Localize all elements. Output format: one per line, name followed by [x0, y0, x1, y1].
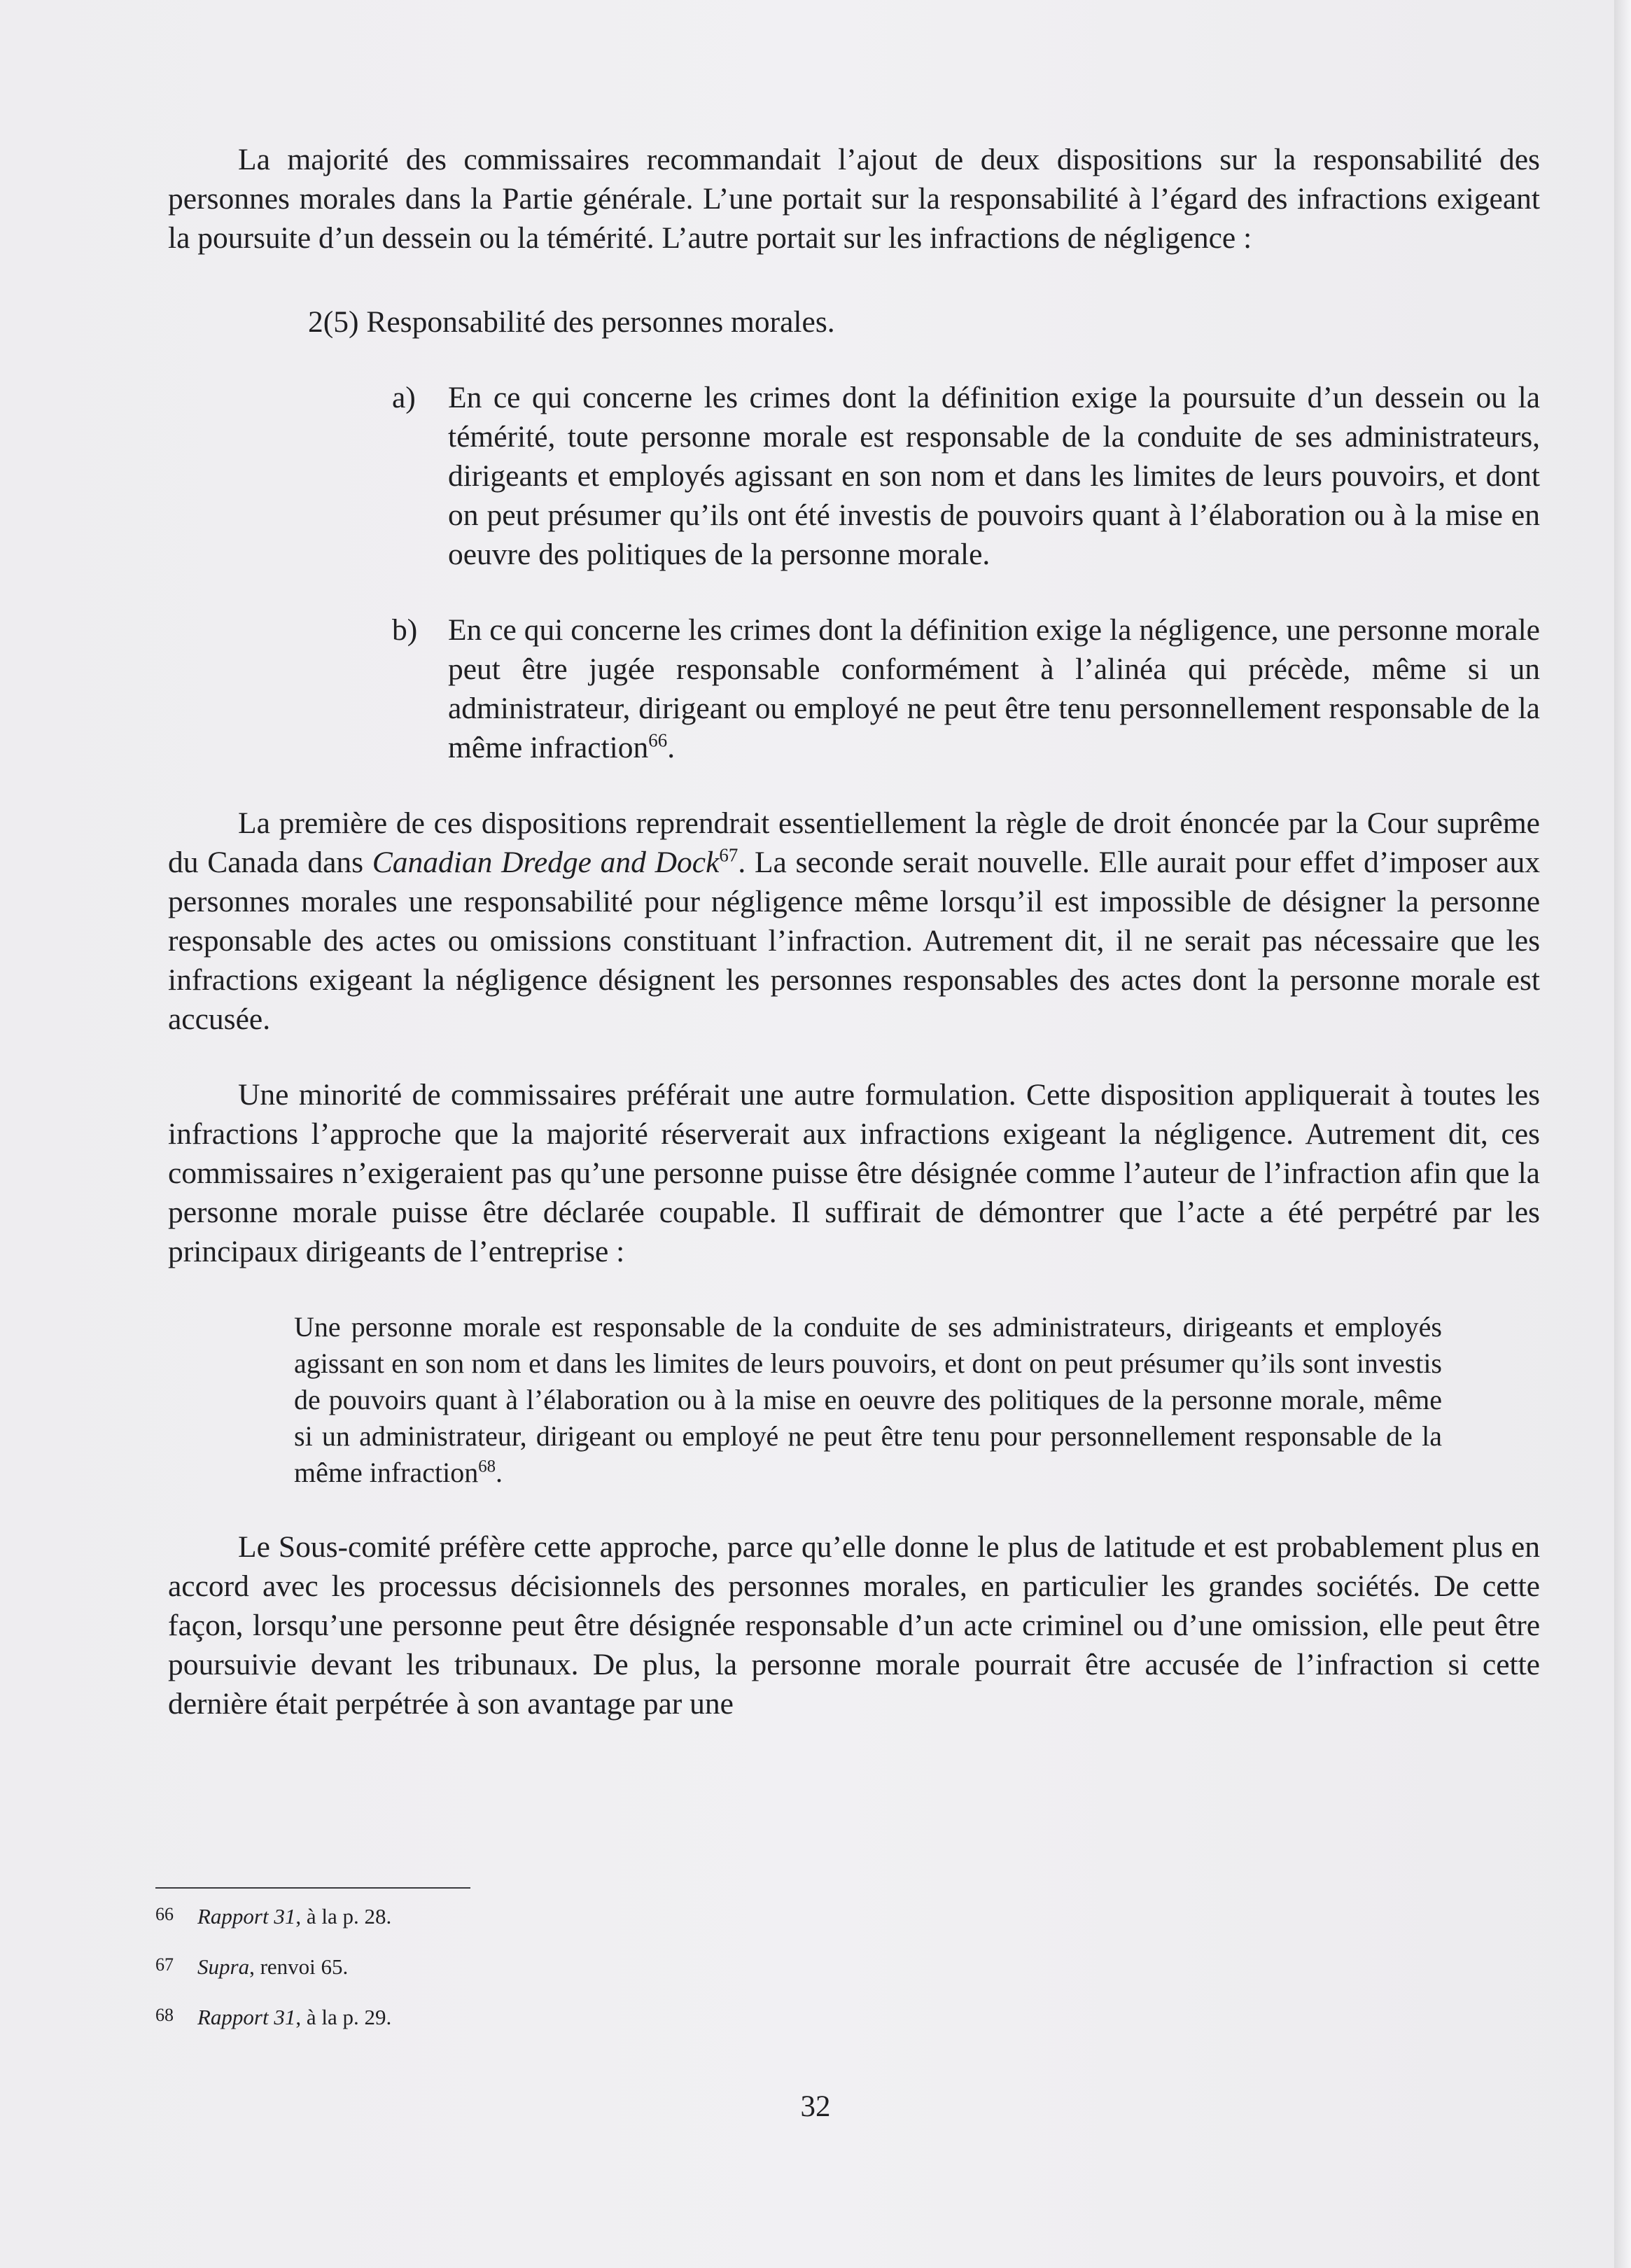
item-b-label: b) [392, 613, 418, 647]
item-b-end: . [667, 731, 676, 764]
footnote-source: Supra [197, 1954, 250, 1979]
paragraph-3: Une minorité de commissaires préférait une autre formulation. Cette disposition appliquerait à toutes les infractions l’approche que la majorité réserverait aux infractions exigeant la négligence. Autrement dit, ces commissaires n’exigeraient pas qu’une personne puisse être désignée comme l’auteur de l’infraction afin que la personne morale puisse être déclarée coupable. Il suffirait de démontrer que l’acte a été perpétré par les principaux dirigeants de l’entreprise : [168, 1078, 1540, 1268]
footnote-source: Rapport 31 [197, 1904, 296, 1928]
footnote-detail: , à la p. 28. [295, 1904, 392, 1928]
provision-item-b [168, 610, 1540, 767]
body-text [168, 140, 1540, 1723]
paragraph-2-rest: . La seconde serait nouvelle. Elle aurait pour effet d’imposer aux personnes morales une responsabilité pour négligence même lorsqu’il est impossible de désigner la personne responsable des actes ou omissions constituant l’infraction. Autrement dit, il ne serait pas nécessaire que les infractions exigeant la négligence désignent les personnes responsables des actes dont la personne morale est accusée. [168, 846, 1540, 1036]
quote-end: . [496, 1457, 503, 1488]
footnote-67 [155, 1954, 470, 1980]
item-b-text [448, 610, 1540, 767]
footnote-source: Rapport 31 [197, 2005, 296, 2029]
footnote-ref-68: 68 [478, 1457, 496, 1476]
footnote-68 [155, 2005, 470, 2030]
item-a-label: a) [392, 381, 416, 414]
paragraph-1: La majorité des commissaires recommandait l’ajout de deux dispositions sur la responsabilité des personnes morales dans la Partie générale. L’une portait sur la responsabilité à l’égard des infractions exigeant la poursuite d’un dessein ou la témérité. L’autre portait sur les infractions de négligence : [168, 143, 1540, 255]
footnote-detail: , à la p. 29. [295, 2005, 392, 2029]
item-b-body: En ce qui concerne les crimes dont la définition exige la négligence, une personne morale peut être jugée responsable conformément à l’alinéa qui précède, même si un administrateur, dirigeant ou employé ne peut être tenu personnellement responsable de la même infraction [448, 613, 1540, 764]
footnote-divider [155, 1887, 470, 1889]
case-name: Canadian Dredge and Dock [372, 846, 720, 879]
footnote-number: 68 [155, 2005, 174, 2025]
footnote-number: 67 [155, 1954, 174, 1975]
footnote-ref-67: 67 [719, 844, 738, 866]
provision-item-a [168, 378, 1540, 574]
quote-text: Une personne morale est responsable de la conduite de ses administrateurs, dirigeants et employés agissant en son nom et dans les limites de leurs pouvoirs, et dont on peut présumer qu’ils sont investis de pouvoirs quant à l’élaboration ou à la mise en oeuvre des politiques de la personne morale, même si un administrateur, dirigeant ou employé ne peut être tenu pour personnellement responsable de la même infraction [294, 1311, 1442, 1488]
footnotes [155, 1887, 470, 2055]
footnote-66 [155, 1904, 470, 1929]
page-edge-shadow [1614, 0, 1631, 2268]
footnote-ref-66: 66 [648, 729, 668, 751]
page-number: 32 [800, 2090, 831, 2123]
footnote-number: 66 [155, 1904, 174, 1924]
provision-heading: 2(5) Responsabilité des personnes morales. [308, 305, 835, 339]
block-quote [294, 1309, 1442, 1491]
paragraph-2-start: La première de ces dispositions reprendrait essentiellement la règle de droit énoncée par la Cour suprême du Canada dans [168, 806, 1540, 879]
item-a-text: En ce qui concerne les crimes dont la définition exige la poursuite d’un dessein ou la témérité, toute personne morale est responsable de la conduite de ses administrateurs, dirigeants et employés agissant en son nom et dans les limites de leurs pouvoirs, et dont on peut présumer qu’ils ont été investis de pouvoirs quant à l’élaboration ou à la mise en oeuvre des politiques de la personne morale. [448, 381, 1540, 571]
footnote-detail: , renvoi 65. [249, 1954, 349, 1979]
paragraph-2 [168, 804, 1540, 1039]
paragraph-4: Le Sous-comité préfère cette approche, parce qu’elle donne le plus de latitude et est probablement plus en accord avec les processus décisionnels des personnes morales, en particulier les grandes sociétés. De cette façon, lorsqu’une personne peut être désignée responsable d’un acte criminel ou d’une omission, elle peut être poursuivie devant les tribunaux. De plus, la personne morale pourrait être accusée de l’infraction si cette dernière était perpétrée à son avantage par une [168, 1530, 1540, 1721]
